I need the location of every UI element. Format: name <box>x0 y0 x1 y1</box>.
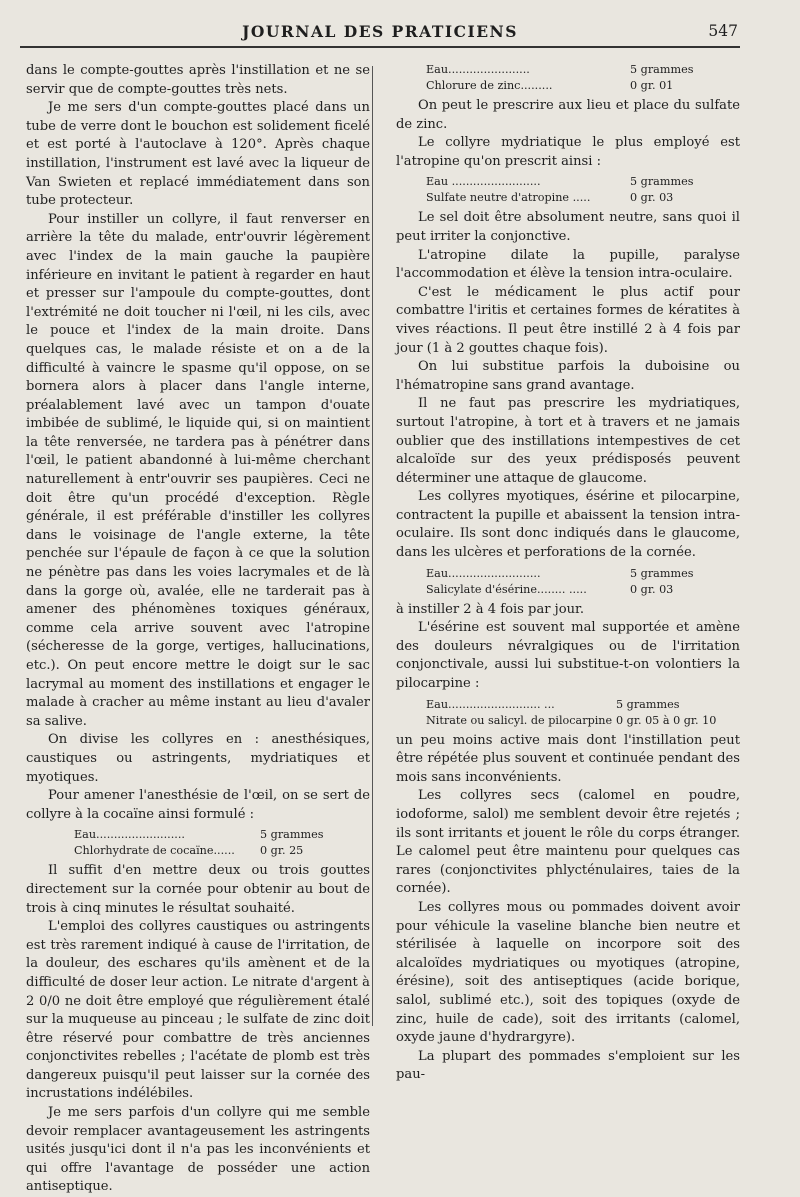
paragraph: L'atropine dilate la pupille, paralyse l'accommodation et élève la tension intra-oculaire. <box>396 247 740 282</box>
column-divider <box>372 66 373 1026</box>
formula-row <box>426 174 740 190</box>
formula-row <box>426 582 740 598</box>
page-header <box>20 20 740 48</box>
formula-pilocarpine <box>396 697 740 729</box>
formula-ingredient: Sulfate neutre d'atropine ..... <box>426 191 591 205</box>
formula-quantity: 5 grammes <box>630 175 694 189</box>
formula-quantity: 0 gr. 01 <box>630 79 674 92</box>
formula-quantity: 0 gr. 25 <box>260 844 304 858</box>
formula-row <box>426 713 740 729</box>
formula-quantity: 5 grammes <box>630 63 694 76</box>
formula-quantity: 5 grammes <box>616 697 680 711</box>
formula-ingredient: Eau....................... <box>426 63 530 76</box>
paragraph: un peu moins active mais dont l'instillation peut être répétée plus souvent et continuée pendant des mois sans inconvénients. <box>396 732 740 785</box>
paragraph: Le sel doit être absolument neutre, sans quoi il peut irriter la conjonctive. <box>396 210 740 244</box>
formula-quantity: 5 grammes <box>630 566 694 580</box>
formula-zinc <box>396 62 740 94</box>
paragraph: Il suffit d'en mettre deux ou trois gouttes directement sur la cornée pour obtenir au bout de trois à cinq minutes le résultat souhaité. <box>26 863 370 916</box>
paragraph: Pour instiller un collyre, il faut renverser en arrière la tête du malade, entr'ouvrir légèrement avec l'index de la main gauche la paupière inférieure en invitant le patient à regarder en haut et presser sur l'ampoule du compte-gouttes, dont l'extrémité ne doit toucher ni l'œil, ni les cils, avec le pouce et l'index de la main droite. Dans quelques cas, le malade résiste et on a de la difficulté à vaincre le spasme qu'il oppose, on se bornera alors à placer dans l'angle interne, préalablement lavé avec un tampon d'ouate imbibée de sublimé, le liquide qui, si on maintient la tête renversée, ne tardera pas à pénétrer dans l'œil, le patient abandonné à lui-même cherchant naturellement à entr'ouvrir ses paupières. Ceci ne doit être qu'un procédé d'exception. Règle générale, il est préférable d'instiller les collyres dans le voisinage de l'angle externe, la tête penchée sur l'épaule de façon à ce que la solution ne pénètre pas dans les voies lacrymales et de là dans la gorge où, avalée, elle ne tarderait pas à amener des phénomènes toxiques généraux, comme cela arrive souvent avec l'atropine (sécheresse de la gorge, vertiges, hallucinations, etc.). On peut encore mettre le doigt sur le sac lacrymal au moment des instillations et engager le malade à cracher au même instant au lieu d'avaler sa salive. <box>26 211 370 729</box>
paragraph: dans le compte-gouttes après l'instillation et ne se servir que de compte-gouttes très nets. <box>26 63 370 97</box>
formula-ingredient: Chlorure de zinc......... <box>426 79 553 92</box>
formula-eserine <box>396 566 740 598</box>
paragraph: Pour amener l'anesthésie de l'œil, on se sert de collyre à la cocaïne ainsi formulé : <box>26 788 370 822</box>
formula-ingredient: Eau.......................... <box>426 566 541 580</box>
formula-ingredient: Eau ......................... <box>426 175 541 189</box>
paragraph: La plupart des pommades s'emploient sur les pau- <box>396 1048 740 1083</box>
formula-row <box>426 697 740 713</box>
formula-row <box>426 78 740 94</box>
paragraph: Il ne faut pas prescrire les mydriatiques, surtout l'atropine, à tort et à travers et ne jamais oublier que des instillations intempestives de cet alcaloïde sur des yeux prédisposés peuvent déterminer une attaque de glaucome. <box>396 396 740 486</box>
formula-quantity: 0 gr. 03 <box>630 191 674 205</box>
formula-row <box>426 62 740 78</box>
formula-row <box>426 190 740 206</box>
paragraph: On lui substitue parfois la duboisine ou l'hématropine sans grand avantage. <box>396 359 740 393</box>
left-column <box>26 62 370 1197</box>
paragraph: L'ésérine est souvent mal supportée et amène des douleurs névralgiques ou de l'irritation conjonctivale, aussi lui substitue-t-on volontiers la pilocarpine : <box>396 620 740 692</box>
formula-ingredient: Chlorhydrate de cocaïne...... <box>74 844 235 858</box>
formula-quantity: 0 gr. 03 <box>630 582 674 596</box>
running-title: JOURNAL DES PRATICIENS <box>242 22 518 41</box>
paragraph: Le collyre mydriatique le plus employé est l'atropine qu'on prescrit ainsi : <box>396 135 740 169</box>
right-column <box>396 62 740 1085</box>
paragraph: Les collyres myotiques, ésérine et pilocarpine, contractent la pupille et abaissent la tension intra-oculaire. Ils sont donc indiqués dans le glaucome, dans les ulcères et perforations de la cornée. <box>396 489 740 561</box>
formula-ingredient: Salicylate d'ésérine........ ..... <box>426 582 587 596</box>
formula-row <box>74 827 370 843</box>
formula-ingredient: Nitrate ou salicyl. de pilocarpine <box>426 713 613 727</box>
formula-row <box>74 843 370 859</box>
formula-cocaine <box>26 827 370 859</box>
paragraph: On peut le prescrire aux lieu et place du sulfate de zinc. <box>396 98 740 132</box>
paragraph: L'emploi des collyres caustiques ou astringents est très rarement indiqué à cause de l'irritation, de la douleur, des eschares qu'ils amènent et de la difficulté de doser leur action. Le nitrate d'argent à 2 0/0 ne doit être employé que régulièrement étalé sur la muqueuse au pinceau ; le sulfate de zinc doit être réservé pour combattre de très anciennes conjonctivites rebelles ; l'acétate de plomb est très dangereux puisqu'il peut laisser sur la cornée des incrustations indélébiles. <box>26 919 370 1102</box>
paragraph: C'est le médicament le plus actif pour combattre l'iritis et certaines formes de kératites à vives réactions. Il peut être instillé 2 à 4 fois par jour (1 à 2 gouttes chaque fois). <box>396 284 740 356</box>
paragraph: Les collyres mous ou pommades doivent avoir pour véhicule la vaseline blanche bien neutre et stérilisée à laquelle on incorpore soit des alcaloïdes mydriatiques ou myotiques (atropine, érésine), soit des antiseptiques (acide borique, salol, sublimé etc.), soit des topiques (oxyde de zinc, huile de cade), soit des irritants (calomel, oxyde jaune d'hydrargyre). <box>396 899 740 1046</box>
formula-quantity: 5 grammes <box>260 828 324 842</box>
formula-ingredient: Eau......................... <box>74 828 185 842</box>
paragraph: Je me sers parfois d'un collyre qui me semble devoir remplacer avantageusement les astringents usités jusqu'ici dont il n'a pas les inconvénients et qui offre l'avantage de posséder une action antiseptique. <box>26 1105 370 1195</box>
paragraph: Je me sers d'un compte-gouttes placé dans un tube de verre dont le bouchon est solidement ficelé et est porté à l'autoclave à 120°. Après chaque instillation, l'instrument est lavé avec la liqueur de Van Swieten et replacé immédiatement dans son tube protecteur. <box>26 100 370 209</box>
formula-atropine <box>396 174 740 206</box>
paragraph: On divise les collyres en : anesthésiques, caustiques ou astringents, mydriatiques et myotiques. <box>26 732 370 785</box>
paragraph: à instiller 2 à 4 fois par jour. <box>396 601 585 617</box>
formula-quantity: 0 gr. 05 à 0 gr. 10 <box>616 713 717 727</box>
formula-ingredient: Eau.......................... ... <box>426 697 555 711</box>
formula-row <box>426 566 740 582</box>
paragraph: Les collyres secs (calomel en poudre, iodoforme, salol) me semblent devoir être rejetés ; ils sont irritants et jouent le rôle du corps étranger. Le calomel peut être maintenu pour quelques cas rares (conjonctivites phlycténulaires, taies de la cornée). <box>396 788 740 897</box>
page-number: 547 <box>708 22 738 40</box>
